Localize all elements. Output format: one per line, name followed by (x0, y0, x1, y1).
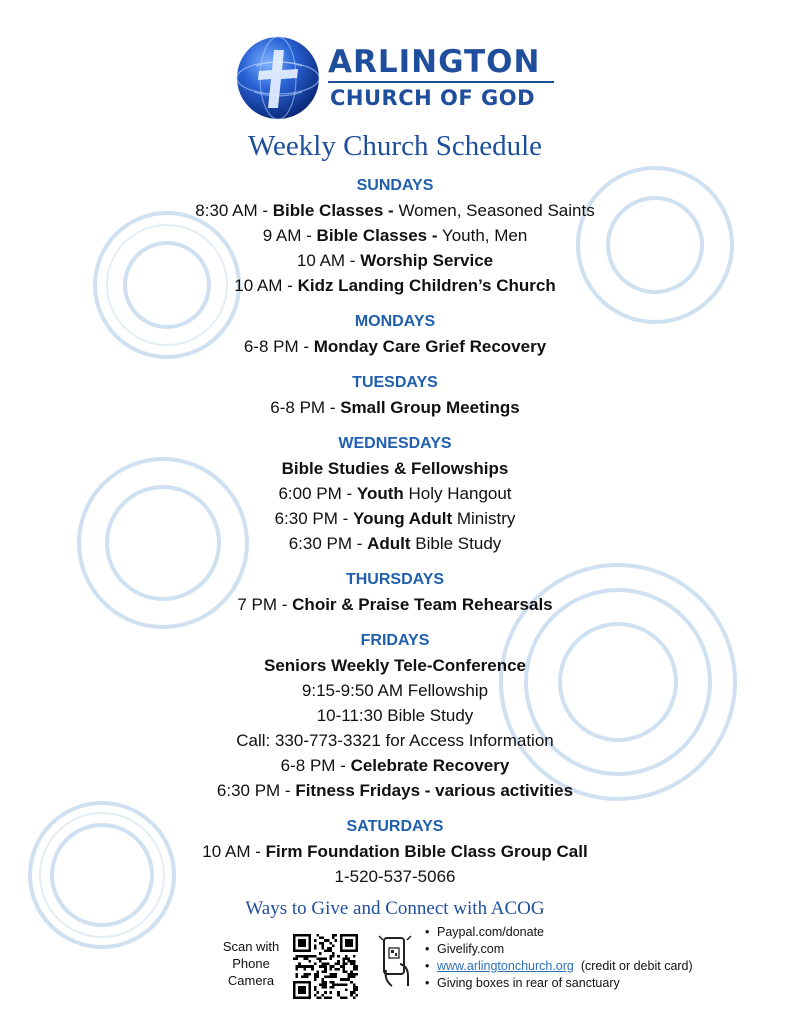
schedule-line (0, 864, 790, 889)
day-heading: WEDNESDAYS (338, 435, 452, 452)
day-section (0, 371, 790, 420)
day-section (0, 174, 790, 298)
event-name: Choir & Praise Team Rehearsals (292, 595, 553, 614)
give-paypal: • Paypal.com/donate (425, 924, 693, 941)
schedule-line (0, 248, 790, 273)
day-heading: FRIDAYS (360, 632, 430, 649)
logo-line-1: ARLINGTON (328, 44, 541, 80)
day-heading: TUESDAYS (352, 374, 438, 391)
weekly-schedule (0, 174, 790, 889)
event-name: Worship Service (360, 251, 494, 270)
event-name: Kidz Landing Children’s Church (297, 276, 556, 295)
day-section (0, 815, 790, 889)
event-detail: 1-520-537-5066 (334, 867, 456, 886)
give-website (425, 958, 693, 975)
scan-instructions (210, 938, 292, 989)
event-detail: 6-8 PM - (243, 337, 314, 356)
scan-label-line: Phone (232, 956, 270, 971)
ways-to-give-title: Ways to Give and Connect with ACOG (245, 898, 545, 919)
schedule-line (0, 481, 790, 506)
event-detail: 10 AM - (234, 276, 298, 295)
logo-line-2: CHURCH OF GOD (330, 86, 536, 110)
give-givelify: • Givelify.com (425, 941, 693, 958)
schedule-line (0, 198, 790, 223)
event-name: Youth (356, 484, 404, 503)
schedule-line (0, 506, 790, 531)
event-detail: 9 AM - (262, 226, 317, 245)
event-name: Fitness Fridays - various activities (295, 781, 574, 800)
website-link[interactable]: www.arlingtonchurch.org (437, 959, 574, 973)
qr-code[interactable] (293, 934, 358, 999)
day-heading: SATURDAYS (346, 818, 444, 835)
schedule-line (0, 839, 790, 864)
event-detail: 10 AM - (296, 251, 361, 270)
scan-label-line: Camera (227, 973, 275, 988)
day-section (0, 432, 790, 556)
event-detail: 6:30 PM - (288, 534, 368, 553)
schedule-line (0, 728, 790, 753)
day-heading: MONDAYS (354, 313, 436, 330)
schedule-line (0, 592, 790, 617)
event-detail: 10-11:30 Bible Study (316, 706, 474, 725)
event-detail: 6:00 PM - (278, 484, 357, 503)
event-name: Young Adult (353, 509, 453, 528)
event-detail: 7 PM - (237, 595, 293, 614)
phone-scan-icon (378, 934, 416, 990)
schedule-line (0, 703, 790, 728)
event-detail: 6:30 PM - (274, 509, 353, 528)
day-section (0, 310, 790, 359)
event-detail: 10 AM - (202, 842, 266, 861)
schedule-line (0, 334, 790, 359)
event-name: Bible Classes - (316, 226, 438, 245)
event-name: Seniors Weekly Tele-Conference (263, 656, 527, 675)
church-logo (236, 36, 556, 120)
event-name: Bible Studies & Fellowships (281, 459, 509, 478)
logo-divider (328, 81, 554, 83)
event-detail: Holy Hangout (403, 484, 512, 503)
schedule-line (0, 456, 790, 481)
giving-options-list (425, 924, 693, 992)
event-name: Adult (367, 534, 411, 553)
event-detail: 6:30 PM - (216, 781, 296, 800)
event-detail: 6-8 PM - (270, 398, 341, 417)
day-heading: SUNDAYS (356, 177, 434, 194)
event-detail: Call: 330-773-3321 for Access Information (236, 731, 554, 750)
event-detail: 8:30 AM - (195, 201, 273, 220)
website-note: (credit or debit card) (573, 959, 693, 973)
schedule-line (0, 678, 790, 703)
day-heading: THURSDAYS (345, 571, 445, 588)
schedule-line (0, 653, 790, 678)
schedule-line (0, 778, 790, 803)
schedule-line (0, 753, 790, 778)
event-detail: Bible Study (410, 534, 502, 553)
event-name: Monday Care Grief Recovery (313, 337, 547, 356)
schedule-line (0, 223, 790, 248)
scan-label-line: Scan with (222, 939, 280, 954)
day-section (0, 629, 790, 803)
event-name: Small Group Meetings (340, 398, 520, 417)
event-detail: Women, Seasoned Saints (393, 201, 595, 220)
event-name: Celebrate Recovery (350, 756, 510, 775)
event-name: Bible Classes - (272, 201, 394, 220)
event-detail: Youth, Men (437, 226, 528, 245)
event-detail: 9:15-9:50 AM Fellowship (301, 681, 489, 700)
globe-cross-icon (236, 36, 320, 120)
event-detail: Ministry (452, 509, 516, 528)
give-boxes: • Giving boxes in rear of sanctuary (425, 975, 693, 992)
schedule-line (0, 395, 790, 420)
event-name: Firm Foundation Bible Class Group Call (265, 842, 588, 861)
page-title: Weekly Church Schedule (247, 130, 543, 162)
schedule-line (0, 531, 790, 556)
schedule-line (0, 273, 790, 298)
day-section (0, 568, 790, 617)
event-detail: 6-8 PM - (280, 756, 351, 775)
